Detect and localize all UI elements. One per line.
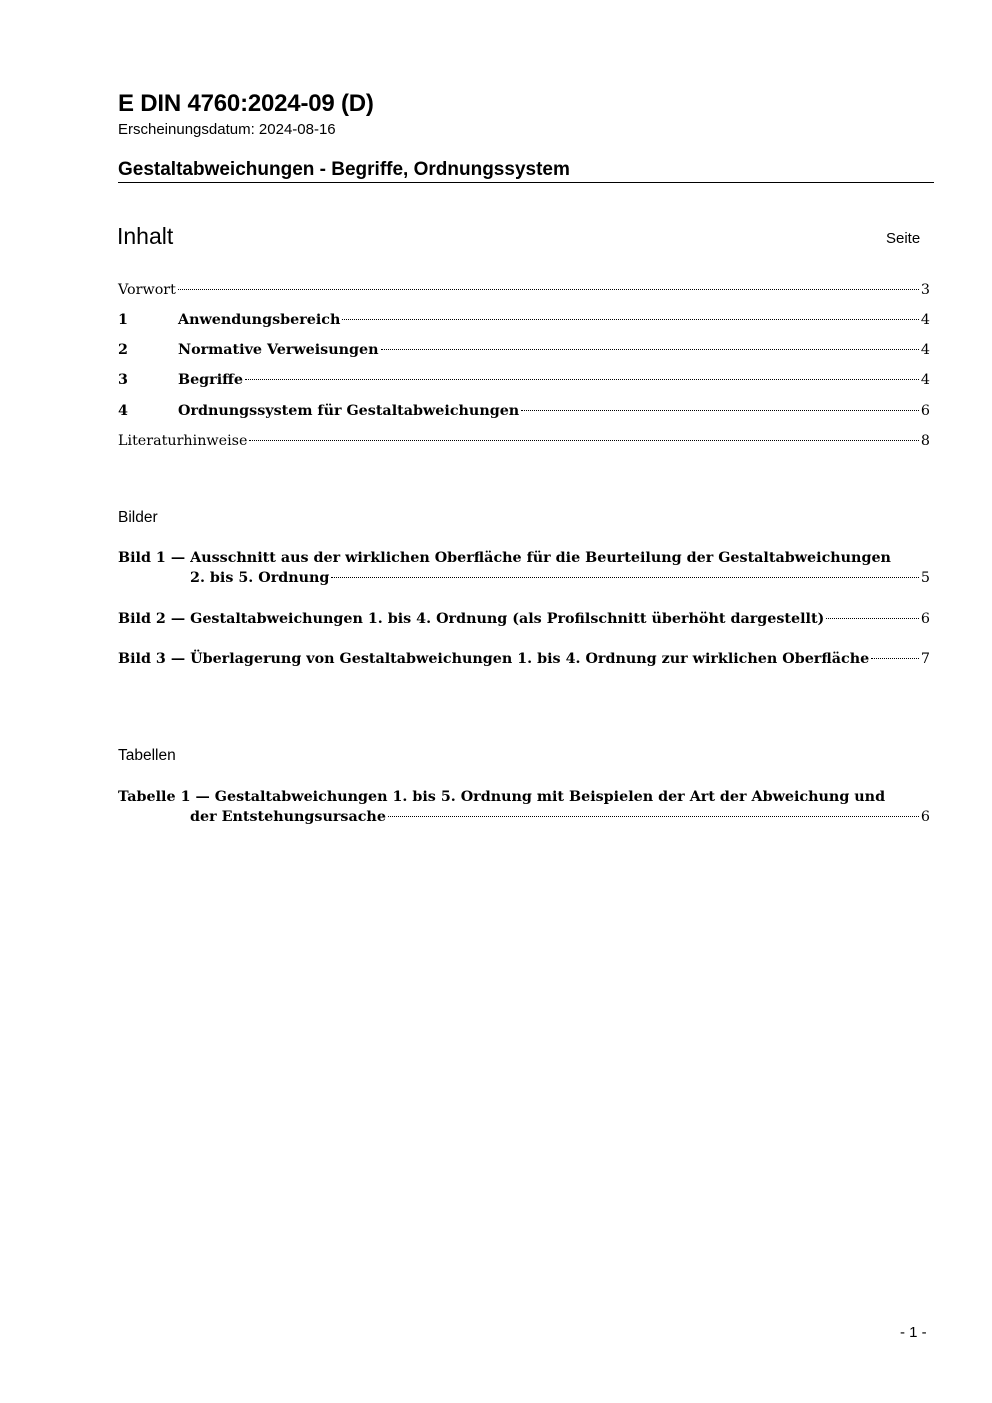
dot-leader (521, 410, 919, 411)
tables-label: Tabellen (118, 747, 176, 764)
toc-entry-page: 4 (920, 312, 930, 328)
toc-entry-page: 4 (920, 342, 930, 358)
toc-entry-literatur[interactable] (118, 430, 930, 452)
dot-leader (381, 349, 919, 350)
toc-entry-number: 3 (118, 372, 128, 388)
dot-leader (388, 816, 919, 817)
toc-entry-1[interactable] (118, 309, 930, 331)
table-entry-page: 6 (920, 809, 930, 825)
figure-entry-title: Bild 1 — Ausschnitt aus der wirklichen Oberfläche für die Beurteilung der Gestaltabweichungen (118, 550, 891, 566)
table-entry-1-line1[interactable] (118, 786, 885, 808)
toc-entry-title: Literaturhinweise (118, 433, 248, 449)
document-id: E DIN 4760:2024-09 (D) (118, 90, 374, 117)
toc-entry-title: Ordnungssystem für Gestaltabweichungen (178, 403, 520, 419)
figure-entry-title: Bild 2 — Gestaltabweichungen 1. bis 4. Ordnung (als Profilschnitt überhöht dargestellt) (118, 611, 825, 627)
figure-entry-page: 5 (920, 570, 930, 586)
toc-entry-title: Vorwort (118, 282, 176, 298)
page-number: - 1 - (900, 1324, 927, 1341)
table-entry-1[interactable] (190, 806, 930, 828)
toc-entry-page: 3 (920, 282, 930, 298)
toc-entry-number: 2 (118, 342, 128, 358)
figure-entry-2[interactable] (118, 608, 930, 630)
document-subtitle: Gestaltabweichungen - Begriffe, Ordnungssystem (118, 159, 570, 180)
dot-leader (871, 658, 919, 659)
toc-entry-title: Anwendungsbereich (178, 312, 341, 328)
dot-leader (245, 379, 919, 380)
page-column-label: Seite (886, 230, 921, 247)
header-rule (118, 182, 934, 183)
toc-entry-number: 1 (118, 312, 128, 328)
toc-entry-page: 6 (920, 403, 930, 419)
dot-leader (178, 289, 919, 290)
figure-entry-title-cont: 2. bis 5. Ordnung (190, 570, 330, 586)
toc-entry-2[interactable] (118, 339, 930, 361)
toc-entry-page: 4 (920, 372, 930, 388)
toc-heading: Inhalt (117, 223, 174, 249)
toc-entry-page: 8 (920, 433, 930, 449)
toc-entry-title: Normative Verweisungen (178, 342, 379, 358)
dot-leader (826, 618, 919, 619)
toc-entry-number: 4 (118, 403, 128, 419)
toc-entry-vorwort[interactable] (118, 279, 930, 301)
toc-entry-3[interactable] (118, 369, 930, 391)
figures-label: Bilder (118, 509, 158, 526)
publication-date: Erscheinungsdatum: 2024-08-16 (118, 121, 336, 138)
figure-entry-3[interactable] (118, 648, 930, 670)
table-entry-title-cont: der Entstehungsursache (190, 809, 386, 825)
dot-leader (249, 440, 918, 441)
figure-entry-1[interactable] (190, 567, 930, 589)
toc-entry-title: Begriffe (178, 372, 243, 388)
figure-entry-1-line1[interactable] (118, 547, 891, 569)
figure-entry-page: 6 (920, 611, 930, 627)
toc-entry-4[interactable] (118, 400, 930, 422)
figure-entry-page: 7 (920, 651, 930, 667)
table-entry-title: Tabelle 1 — Gestaltabweichungen 1. bis 5. Ordnung mit Beispielen der Art der Abweichung und (118, 789, 886, 805)
dot-leader (342, 319, 919, 320)
dot-leader (331, 577, 918, 578)
figure-entry-title: Bild 3 — Überlagerung von Gestaltabweichungen 1. bis 4. Ordnung zur wirklichen Oberfläche (118, 651, 870, 667)
